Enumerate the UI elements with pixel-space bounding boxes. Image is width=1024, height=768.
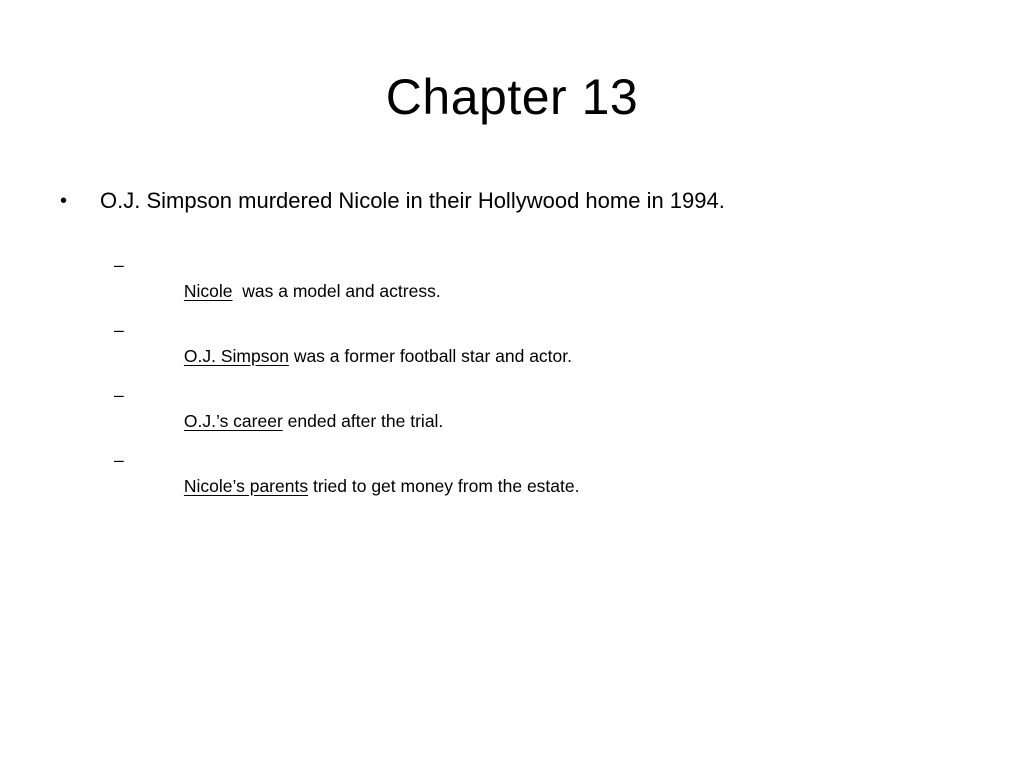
main-bullet xyxy=(58,183,978,223)
sub-bullet-text: was a model and actress. xyxy=(232,281,441,301)
slide-title: Chapter 13 xyxy=(385,69,639,125)
sub-bullet-text: ended after the trial. xyxy=(282,411,444,431)
sub-bullet xyxy=(114,317,978,366)
sub-bullet xyxy=(114,382,978,431)
dash-marker: – xyxy=(114,255,124,275)
dash-marker: – xyxy=(114,320,124,340)
sub-bullet-text: was a former football star and actor. xyxy=(288,346,573,366)
sub-bullet-list xyxy=(58,252,978,496)
bullet-marker: • xyxy=(60,190,68,212)
dash-marker: – xyxy=(114,450,124,470)
sub-bullet-key: Nicole’s parents xyxy=(183,476,309,496)
sub-bullet xyxy=(114,447,978,496)
sub-bullet xyxy=(114,252,978,301)
slide-body xyxy=(58,183,978,512)
sub-bullet-key: Nicole xyxy=(183,281,233,301)
sub-bullet-text: tried to get money from the estate. xyxy=(308,476,580,496)
sub-bullet-key: O.J. Simpson xyxy=(183,346,289,366)
main-bullet-text: O.J. Simpson murdered Nicole in their Hollywood home in 1994. xyxy=(100,188,725,213)
sub-bullet-key: O.J.’s career xyxy=(183,411,283,431)
dash-marker: – xyxy=(114,385,124,405)
